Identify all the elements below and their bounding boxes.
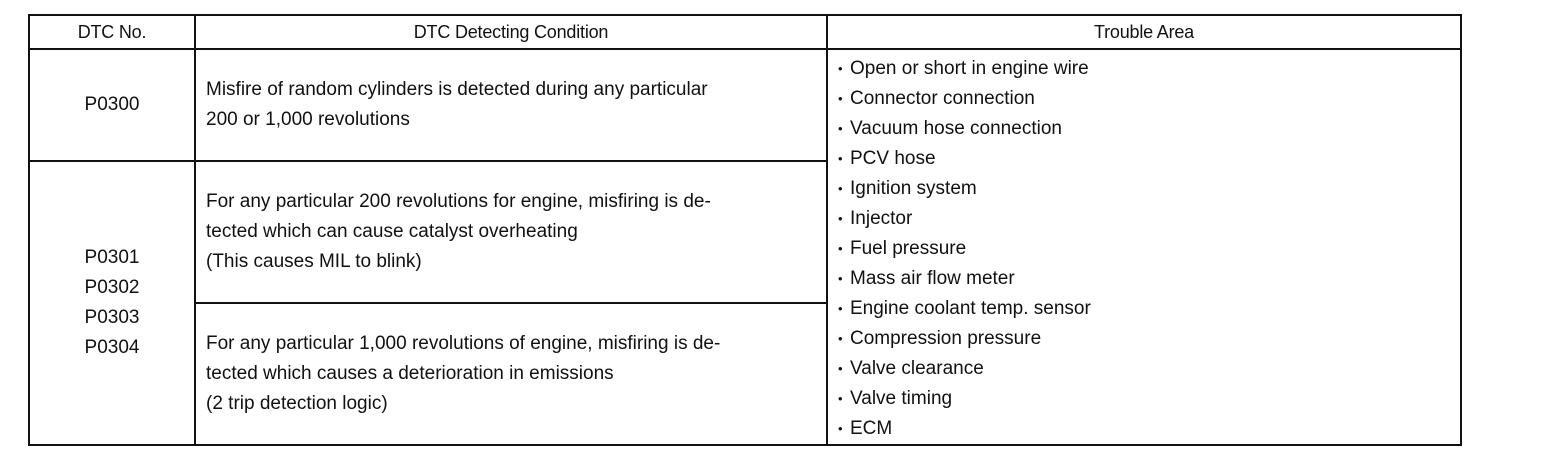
trouble-area-item: • Engine coolant temp. sensor	[838, 294, 1460, 324]
table-header	[29, 15, 1461, 49]
bullet-icon: •	[838, 361, 843, 376]
condition-200-revolutions	[195, 161, 827, 303]
bullet-icon: •	[838, 421, 843, 436]
condition-line: For any particular 1,000 revolutions of engine, misfiring is de-	[206, 333, 721, 354]
condition-line: Misfire of random cylinders is detected during any particular	[206, 79, 708, 100]
trouble-area-item: • Connector connection	[838, 84, 1460, 114]
table-row-p0300	[29, 49, 1461, 161]
dtc-table	[28, 14, 1462, 446]
bullet-icon: •	[838, 91, 843, 106]
condition-line: For any particular 200 revolutions for engine, misfiring is de-	[206, 191, 711, 212]
bullet-icon: •	[838, 391, 843, 406]
dtc-code-p0304: P0304	[84, 337, 140, 358]
header-dtc-no: DTC No.	[29, 15, 195, 49]
dtc-codes-p0301-p0304	[29, 161, 195, 445]
bullet-icon: •	[838, 211, 843, 226]
dtc-code-p0301: P0301	[84, 247, 140, 268]
trouble-area-item: • Vacuum hose connection	[838, 114, 1460, 144]
dtc-code-p0303: P0303	[84, 307, 140, 328]
header-trouble-area: Trouble Area	[827, 15, 1461, 49]
header-detecting-condition: DTC Detecting Condition	[195, 15, 827, 49]
bullet-icon: •	[838, 241, 843, 256]
trouble-area-item: • Valve timing	[838, 384, 1460, 414]
header-row	[29, 15, 1461, 49]
condition-line: tected which causes a deterioration in emissions	[206, 363, 614, 384]
bullet-icon: •	[838, 331, 843, 346]
condition-line: 200 or 1,000 revolutions	[206, 109, 410, 130]
trouble-area-list	[827, 49, 1461, 445]
dtc-code-p0302: P0302	[84, 277, 140, 298]
trouble-area-item: • Injector	[838, 204, 1460, 234]
trouble-area-item: • Open or short in engine wire	[838, 54, 1460, 84]
trouble-area-item: • Fuel pressure	[838, 234, 1460, 264]
trouble-area-item: • ECM	[838, 414, 1460, 444]
dtc-code-list	[85, 243, 140, 363]
bullet-icon: •	[838, 61, 843, 76]
trouble-area-item: • Ignition system	[838, 174, 1460, 204]
table-body	[29, 49, 1461, 445]
condition-line: (This causes MIL to blink)	[206, 251, 422, 272]
trouble-area-item: • Compression pressure	[838, 324, 1460, 354]
trouble-area-item: • Mass air flow meter	[838, 264, 1460, 294]
trouble-area-item: • Valve clearance	[838, 354, 1460, 384]
bullet-icon: •	[838, 271, 843, 286]
condition-p0300	[195, 49, 827, 161]
condition-line: tected which can cause catalyst overheating	[206, 221, 578, 242]
bullet-icon: •	[838, 151, 843, 166]
condition-line: (2 trip detection logic)	[206, 393, 388, 414]
trouble-area-item: • PCV hose	[838, 144, 1460, 174]
condition-1000-revolutions	[195, 303, 827, 445]
bullet-icon: •	[838, 121, 843, 136]
bullet-icon: •	[838, 181, 843, 196]
bullet-icon: •	[838, 301, 843, 316]
dtc-code-p0300: P0300	[29, 49, 195, 161]
